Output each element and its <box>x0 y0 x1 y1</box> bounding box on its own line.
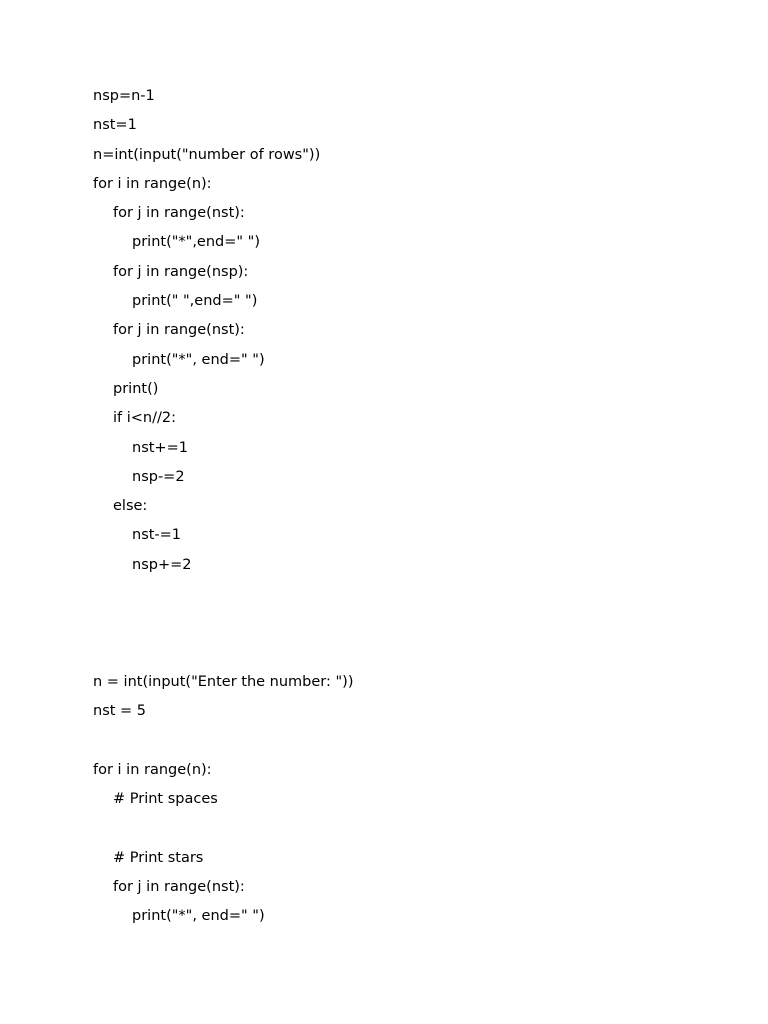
code-line: for j in range(nst): <box>113 322 245 339</box>
code-block-stars <box>93 672 733 936</box>
code-line: nsp=n-1 <box>93 88 155 104</box>
code-line: for i in range(n): <box>93 761 212 778</box>
code-comment: # Print stars <box>113 849 204 866</box>
code-line: for i in range(n): <box>93 175 212 192</box>
code-line: print("*", end=" ") <box>132 351 265 368</box>
code-line: nst = 5 <box>93 703 147 720</box>
code-line: print(" ",end=" ") <box>132 293 258 310</box>
code-line: for j in range(nst): <box>113 879 245 896</box>
blank-line <box>93 731 733 760</box>
code-line: for j in range(nsp): <box>113 263 249 280</box>
code-line: nst+=1 <box>132 439 188 456</box>
code-line: print("*",end=" ") <box>132 234 260 251</box>
blank-line <box>93 818 733 847</box>
code-line: n=int(input("number of rows")) <box>93 146 321 163</box>
code-line: if i<n//2: <box>113 410 176 427</box>
code-comment: # Print spaces <box>113 791 218 808</box>
code-line: else: <box>113 498 148 515</box>
code-line: print() <box>113 380 159 397</box>
code-line: nst-=1 <box>132 527 182 544</box>
code-line: nsp-=2 <box>132 468 185 485</box>
code-line: nst=1 <box>93 117 137 134</box>
code-line: n = int(input("Enter the number: ")) <box>93 674 354 690</box>
code-block-pattern <box>93 86 733 584</box>
code-line: for j in range(nst): <box>113 205 245 222</box>
code-line: print("*", end=" ") <box>132 908 265 925</box>
code-line: nsp+=2 <box>132 556 192 573</box>
